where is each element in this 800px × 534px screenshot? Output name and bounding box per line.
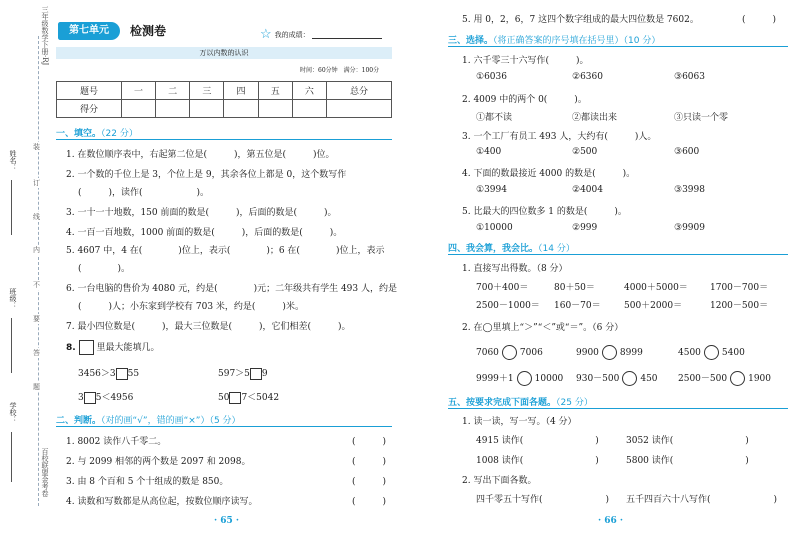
compare-item [678, 371, 771, 386]
calc-item: 2500－1000＝ [476, 301, 540, 311]
read-item: 1008 读作( ) [476, 456, 599, 466]
score-input-cell[interactable] [327, 100, 392, 118]
compare-circle[interactable] [602, 345, 617, 360]
calc-item: 160－70＝ [554, 301, 601, 311]
compare-right: 1900 [748, 374, 771, 384]
school-field-line[interactable] [11, 432, 12, 482]
judge-question-4: 4. 读数和写数都是从高位起，按数位顺序读写。 [66, 497, 258, 507]
bind-mark: 内 [33, 246, 40, 254]
score-table-cell: 二 [156, 82, 190, 100]
name-field-line[interactable] [11, 180, 12, 235]
judge-question-5: 5. 用 0，2，6，7 这四个数字组成的最大四位数是 7602。 [462, 15, 699, 25]
choice-question-1: 1. 六千零三十六写作( )。 [462, 56, 589, 66]
section-points: （将正确答案的序号填在括号里）（10 分） [493, 36, 661, 46]
fill-question-8 [66, 340, 159, 355]
paper-subtitle: 万以内数的认识 [56, 47, 392, 59]
fill-question-6: 6. 一台电脑的售价为 4080 元，约是( )元；二年级共有学生 493 人，约是 [66, 284, 397, 294]
spine-brand-text: 百校联盟金考卷 [41, 448, 49, 497]
compare-right: 5400 [721, 348, 745, 358]
answer-box [79, 340, 94, 355]
score-table-cell: 一 [121, 82, 155, 100]
class-field-line[interactable] [11, 318, 12, 373]
bind-mark: 装 [33, 143, 40, 151]
section-title-text: 一、填空。 [56, 129, 102, 139]
score-input-cell[interactable] [190, 100, 224, 118]
class-field-label: 班级： [9, 288, 17, 309]
calc-item: 1200－500＝ [710, 301, 769, 311]
question-text: 里最大能填几。 [96, 343, 160, 353]
read-subtitle: 1. 读一读，写一写。（4 分） [462, 417, 577, 427]
my-score-label: 我的成绩： [274, 30, 310, 39]
answer-box[interactable] [116, 368, 128, 380]
choice-option[interactable]: ①6036 [476, 72, 507, 82]
name-field-label: 姓名： [9, 150, 17, 171]
choice-question-4: 4. 下面的数最接近 4000 的数是( )。 [462, 169, 636, 179]
score-table-cell: 题号 [57, 82, 122, 100]
fill-question-7: 7. 最小四位数是( )，最大三位数是( )，它们相差( )。 [66, 322, 351, 332]
write-item: 四千零五十写作( ) [476, 495, 610, 505]
choice-option[interactable]: ①3994 [476, 185, 507, 195]
unit-badge: 第七单元 [58, 22, 120, 40]
school-field-label: 学校： [9, 402, 17, 423]
fill-question-2-cont: ( )，读作( )。 [78, 188, 210, 198]
choice-option[interactable]: ②999 [572, 223, 598, 233]
judge-answer-paren[interactable]: ( ) [742, 15, 777, 25]
score-table-cell: 得分 [57, 100, 122, 118]
calc-item: 700＋400＝ [476, 283, 529, 293]
section-underline [448, 254, 788, 255]
fill-question-6-cont: ( )人；小东家到学校有 703 米，约是( )米。 [78, 302, 304, 312]
section-title-text: 四、我会算，我会比。 [448, 244, 539, 254]
compare-left: 7060 [476, 348, 499, 358]
score-table-cell: 五 [258, 82, 292, 100]
compare-right: 8999 [619, 348, 643, 358]
box-item-text: 50 [218, 393, 230, 403]
judge-answer-paren[interactable]: ( ) [352, 497, 387, 507]
bind-mark: 答 [33, 349, 40, 357]
compare-left: 930－500 [576, 374, 620, 384]
judge-answer-paren[interactable]: ( ) [352, 457, 387, 467]
box-item-text: 9 [261, 369, 268, 379]
read-item: 4915 读作( ) [476, 436, 599, 446]
box-item [78, 366, 139, 380]
compare-item [476, 345, 543, 360]
calc-subtitle: 1. 直接写出得数。（8 分） [462, 264, 568, 274]
judge-question-3: 3. 由 8 个百和 5 个十组成的数是 850。 [66, 477, 229, 487]
section-title-text: 五、按要求完成下面各题。 [448, 398, 557, 408]
spine-grade-text: 三年级数学下册·RJ [41, 6, 49, 66]
score-input-cell[interactable] [224, 100, 258, 118]
box-item-text: 7＜5042 [241, 393, 280, 403]
score-input-cell[interactable] [258, 100, 292, 118]
calc-item: 500＋2000＝ [624, 301, 683, 311]
page-number-right: · 66 · [598, 516, 624, 526]
time-note: 时间：60分钟 满分：100分 [300, 67, 380, 74]
write-subtitle: 2. 写出下面各数。 [462, 476, 537, 486]
section-points: （22 分） [101, 129, 138, 139]
judge-answer-paren[interactable]: ( ) [352, 437, 387, 447]
score-table-cell: 六 [292, 82, 326, 100]
fill-question-3: 3. 一十一十地数，150 前面的数是( )，后面的数是( )。 [66, 208, 337, 218]
answer-box[interactable] [229, 392, 241, 404]
choice-option[interactable]: ②500 [572, 147, 598, 157]
box-item [218, 366, 268, 380]
choice-question-3: 3. 一个工厂有员工 493 人，大约有( )人。 [462, 132, 657, 142]
score-input-cell[interactable] [121, 100, 155, 118]
compare-left: 4500 [678, 348, 701, 358]
read-item: 5800 读作( ) [626, 456, 749, 466]
score-table-cell: 三 [190, 82, 224, 100]
section-title-text: 二、判断。 [56, 416, 102, 426]
compare-left: 9900 [576, 348, 599, 358]
choice-option[interactable]: ③9909 [674, 223, 705, 233]
binding-spine [0, 0, 50, 534]
score-table-header-row [57, 82, 392, 100]
compare-subtitle: 2. 在◯里填上“＞”“＜”或“＝”。（6 分） [462, 323, 624, 333]
score-table [56, 81, 392, 118]
my-score-line[interactable] [312, 30, 382, 39]
score-input-cell[interactable] [292, 100, 326, 118]
section-underline [448, 408, 788, 409]
compare-item [576, 371, 658, 386]
compare-circle[interactable] [502, 345, 517, 360]
bind-mark: 题 [33, 383, 40, 391]
section-underline [56, 139, 392, 140]
page-number-left: · 65 · [214, 516, 240, 526]
choice-question-2: 2. 4009 中的两个 0( )。 [462, 95, 587, 105]
section-fill-title [56, 126, 138, 139]
section-points: （14 分） [538, 244, 575, 254]
box-item-text: 597＞5 [218, 369, 250, 379]
write-item: 五千四百六十八写作( ) [626, 495, 778, 505]
bind-mark: 订 [33, 179, 40, 187]
fill-question-5-cont: ( )。 [78, 264, 131, 274]
fill-question-2: 2. 一个数的千位上是 3，个位上是 9，其余各位上都是 0，这个数写作 [66, 170, 347, 180]
question-number: 8. [66, 343, 76, 353]
box-item-text: 3 [78, 393, 84, 403]
compare-right: 7006 [519, 348, 543, 358]
calc-item: 4000＋5000＝ [624, 283, 688, 293]
compare-right: 450 [640, 374, 658, 384]
choice-option[interactable]: ①400 [476, 147, 502, 157]
choice-option[interactable]: ②4004 [572, 185, 603, 195]
score-table-cell: 四 [224, 82, 258, 100]
choice-question-5: 5. 比最大的四位数多 1 的数是( )。 [462, 207, 627, 217]
choice-option[interactable]: ②都读出来 [572, 113, 618, 123]
section-calc-title [448, 241, 575, 254]
box-item-text: 3456＞3 [78, 369, 116, 379]
bind-mark: 要 [33, 315, 40, 323]
section-underline [56, 426, 392, 427]
section-choice-title [448, 33, 660, 46]
fill-question-5: 5. 4607 中，4 在( )位上，表示( )；6 在( )位上，表示 [66, 246, 385, 256]
compare-right: 10000 [534, 374, 564, 384]
score-table-score-row [57, 100, 392, 118]
section-points: （25 分） [556, 398, 593, 408]
choice-option[interactable]: ②6360 [572, 72, 603, 82]
my-score [260, 27, 382, 42]
paper-title: 检测卷 [130, 24, 167, 38]
compare-left: 2500－500 [678, 374, 728, 384]
box-item [78, 390, 133, 404]
binding-dashed-line [38, 36, 39, 506]
box-item [218, 390, 279, 404]
compare-circle[interactable] [622, 371, 637, 386]
choice-option[interactable]: ①10000 [476, 223, 513, 233]
fill-question-4: 4. 一百一百地数，1000 前面的数是( )，后面的数是( )。 [66, 228, 343, 238]
score-input-cell[interactable] [156, 100, 190, 118]
answer-box[interactable] [250, 368, 262, 380]
score-table-cell: 总分 [327, 82, 392, 100]
answer-box[interactable] [84, 392, 96, 404]
choice-option[interactable]: ①都不读 [476, 113, 513, 123]
bind-mark: 线 [33, 213, 40, 221]
bind-mark: 不 [33, 281, 40, 289]
calc-item: 80＋50＝ [554, 283, 595, 293]
read-item: 3052 读作( ) [626, 436, 749, 446]
section-points: （对的画“√”，错的画“×”）（5 分） [101, 416, 241, 426]
section-judge-title [56, 413, 241, 426]
compare-circle[interactable] [517, 371, 532, 386]
compare-item [476, 371, 563, 386]
box-item-text: 5＜4956 [95, 393, 134, 403]
compare-left: 9999＋1 [476, 374, 514, 384]
choice-option[interactable]: ③3998 [674, 185, 705, 195]
compare-item [678, 345, 745, 360]
section-tasks-title [448, 395, 593, 408]
section-underline [448, 46, 788, 47]
choice-option[interactable]: ③6063 [674, 72, 705, 82]
choice-option[interactable]: ③只读一个零 [674, 113, 729, 123]
judge-question-2: 2. 与 2099 相邻的两个数是 2097 和 2098。 [66, 457, 251, 467]
choice-option[interactable]: ③600 [674, 147, 700, 157]
judge-question-1: 1. 8002 读作八千零二。 [66, 437, 167, 447]
box-item-text: 55 [127, 369, 140, 379]
compare-item [576, 345, 643, 360]
section-title-text: 三、选择。 [448, 36, 494, 46]
star-icon: ☆ [260, 27, 272, 42]
compare-circle[interactable] [704, 345, 719, 360]
fill-question-1: 1. 在数位顺序表中，右起第二位是( )，第五位是( )位。 [66, 150, 335, 160]
judge-answer-paren[interactable]: ( ) [352, 477, 387, 487]
calc-item: 1700－700＝ [710, 283, 769, 293]
compare-circle[interactable] [730, 371, 745, 386]
